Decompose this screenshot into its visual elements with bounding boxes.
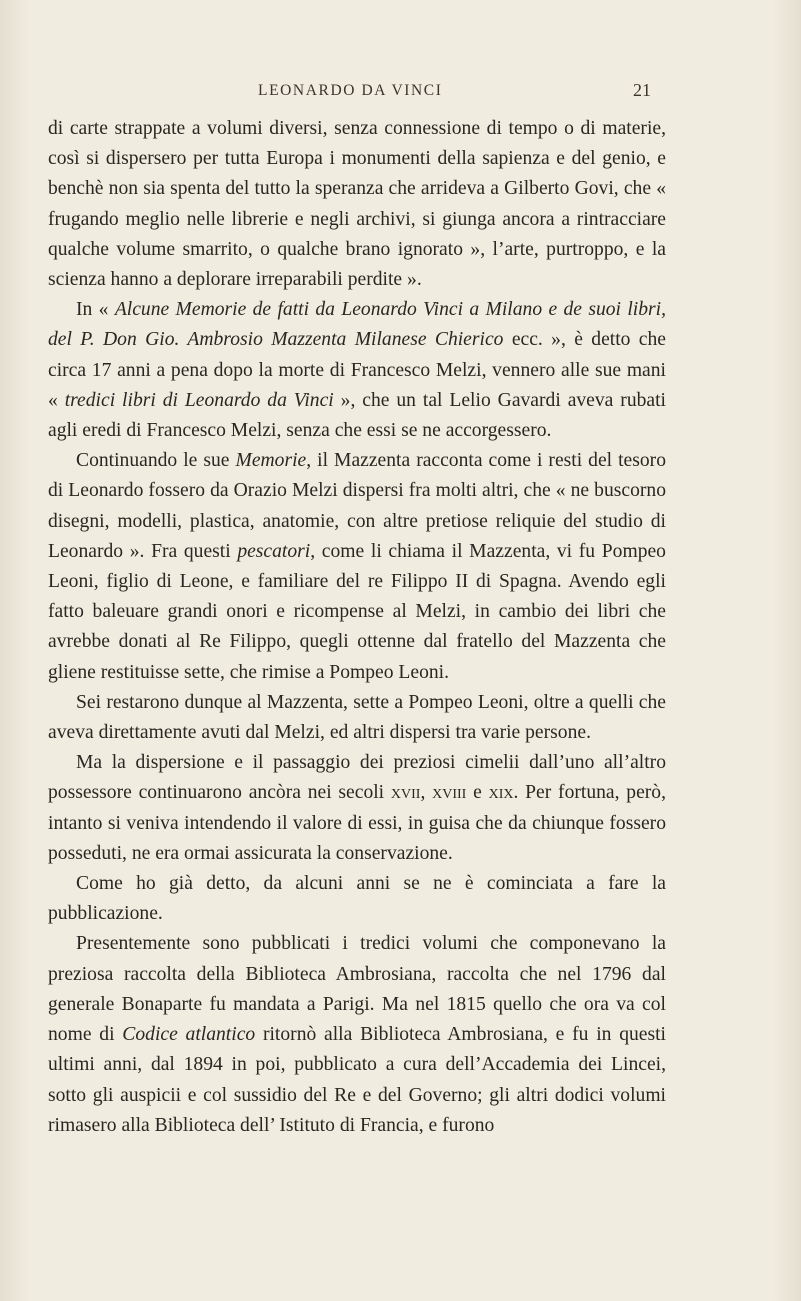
paragraph-2: In « Alcune Memorie de fatti da Leonardo Vinci a Milano e de suoi libri, del P. Don Gio. Ambrosio Mazzenta Milanese Chierico ecc. », è detto che circa 17 anni a pena dopo la morte di Francesco Melzi, vennero alle sue mani « tredici libri di Leonardo da Vinci », che un tal Lelio Gavardi aveva rubati agli eredi di Francesco Melzi, senza che essi se ne accorgessero. bbox=[48, 299, 666, 442]
paragraph-5: Ma la dispersione e il passaggio dei preziosi cimelii dall’uno all’altro possessore continuarono ancòra nei secoli xvii, xviii e xix. Per fortuna, però, intanto si veniva intendendo il valore di essi, in guisa che da chiunque fossero posseduti, ne era ormai assicurata la conservazione. bbox=[48, 752, 667, 864]
paragraph-1: di carte strappate a volumi diversi, senza connessione di tempo o di materie, così si dispersero per tutta Europa i monumenti della sapienza e del genio, e benchè non sia spenta del tutto la speranza che arrideva a Gilberto Govi, che « frugando meglio nelle librerie e negli archivi, si giunga ancora a rintracciare qualche volume smarrito, o qualche brano ignorato », l’arte, purtroppo, e la scienza hanno a deplorare irreparabili perdite ». bbox=[48, 118, 666, 291]
page-header bbox=[0, 82, 801, 106]
paragraph-6: Come ho già detto, da alcuni anni se ne è cominciata a fare la pubblicazione. bbox=[48, 873, 666, 925]
memorie-italic: Memorie bbox=[235, 450, 307, 472]
book-title-italic: Alcune Memorie de fatti da Leonardo Vinci a Milano e de suoi libri, del P. Don Gio. Ambrosio Mazzenta Milanese Chierico bbox=[48, 299, 666, 351]
century-xvii: xvii bbox=[390, 782, 421, 804]
page-number: 21 bbox=[633, 80, 651, 100]
paragraph-7: Presentemente sono pubblicati i tredici volumi che componevano la preziosa raccolta della Biblioteca Ambrosiana, raccolta che nel 1796 dal generale Bonaparte fu mandata a Parigi. Ma nel 1815 quello che ora va col nome di Codice atlantico ritornò alla Biblioteca Ambrosiana, e fu in questi ultimi anni, dal 1894 in poi, pubblicato a cura dell’Accademia dei Lincei, sotto gli auspicii e col sussidio del Re e del Governo; gli altri dodici volumi rimasero alla Biblioteca dell’ Istituto di Francia, e furono bbox=[48, 933, 666, 1136]
codice-atlantico-italic: Codice atlantico bbox=[122, 1024, 256, 1046]
paragraph-4: Sei restarono dunque al Mazzenta, sette a Pompeo Leoni, oltre a quelli che aveva direttamente avuti dal Melzi, ed altri dispersi tra varie persone. bbox=[48, 691, 666, 744]
running-title: LEONARDO DA VINCI bbox=[258, 82, 443, 99]
century-xix: xix bbox=[488, 782, 514, 804]
century-xviii: xviii bbox=[432, 782, 467, 804]
pescatori-italic: pescatori bbox=[237, 540, 311, 562]
body-text bbox=[48, 114, 666, 1141]
paragraph-3: Continuando le sue Memorie, il Mazzenta racconta come i resti del tesoro di Leonardo fossero da Orazio Melzi dispersi fra molti altri, che « ne buscorno disegni, modelli, plastica, anatomie, con altre pretiose reliquie del studio di Leonardo ». Fra questi pescatori, come li chiama il Mazzenta, vi fu Pompeo Leoni, figlio di Leone, e familiare del re Filippo II di Spagna. Avendo egli fatto baleuare grandi onori e ricompense al Melzi, in cambio dei libri che avrebbe donati al Re Filippo, quegli ottenne dal fratello del Mazzenta che gliene restituisse sette, che rimise a Pompeo Leoni. bbox=[48, 450, 667, 683]
quoted-italic: tredici libri di Leonardo da Vinci bbox=[64, 389, 334, 411]
